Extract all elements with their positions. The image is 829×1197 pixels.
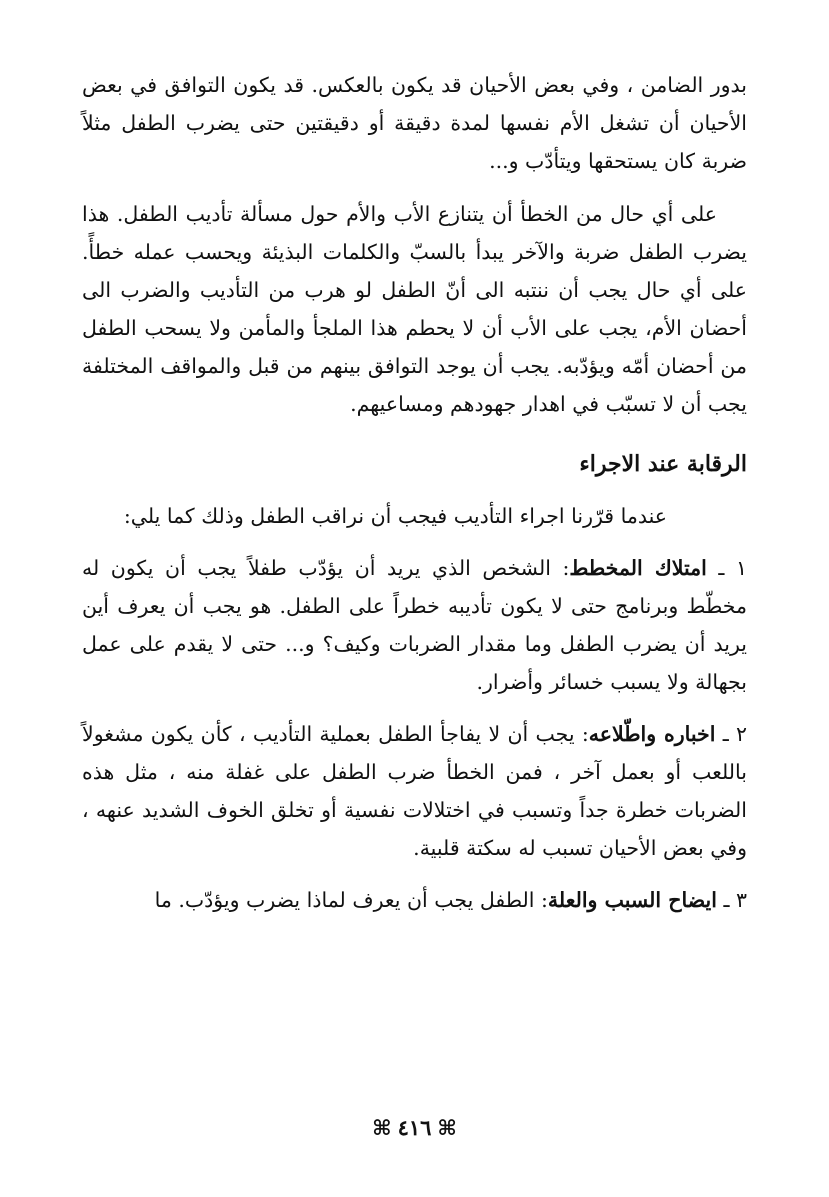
page-content [82, 60, 747, 919]
page-number: ٤١٦ [397, 1115, 432, 1140]
item-text: : الطفل يجب أن يعرف لماذا يضرب ويؤدّب. ما [154, 888, 548, 912]
list-item [82, 881, 747, 919]
item-text: : الشخص الذي يريد أن يؤدّب طفلاً يجب أن يكون له مخطّط وبرنامج حتى لا يكون تأديبه خطراً على الطفل. هو يجب أن يعرف أين يريد أن يضرب الطفل وما مقدار الضربات وكيف؟ و... حتى لا يقدم على عمل بجهالة ولا يسبب خسائر وأضرار. [82, 556, 747, 694]
paragraph: على أي حال من الخطأ أن يتنازع الأب والأم حول مسألة تأديب الطفل. هذا يضرب الطفل ضربة والآخر يبدأ بالسبّ والكلمات البذيئة ويحسب عمله خطأً. على أي حال يجب أن ننتبه الى أنّ الطفل لو هرب من التأديب والضرب الى أحضان الأم، يجب على الأب أن لا يحطم هذا الملجأ والمأمن ولا يسحب الطفل من أحضان أمّه ويؤدّبه. يجب أن يوجد التوافق بينهم من قبل والمواقف المختلفة يجب أن لا تسبّب في اهدار جهودهم ومساعيهم. [82, 202, 747, 416]
item-title: اخباره واطّلاعه [588, 722, 716, 746]
list-item [82, 549, 747, 701]
item-number: ٢ ـ [722, 722, 747, 746]
item-text: : يجب أن لا يفاجأ الطفل بعملية التأديب ، كأن يكون مشغولاً باللعب أو بعمل آخر ، فمن الخطأ ضرب الطفل على غفلة منه ، مثل هذه الضربات خطرة جداً وتسبب في اختلالات نفسية أو تخلق الخوف الشديد عنهه ، وفي بعض الأحيان تسبب له سكتة قلبية. [82, 722, 747, 860]
command-icon: ⌘ [437, 1116, 457, 1140]
paragraph: عندما قرّرنا اجراء التأديب فيجب أن نراقب الطفل وذلك كما يلي: [123, 504, 667, 528]
item-number: ١ ـ [718, 556, 747, 580]
list-item [82, 715, 747, 867]
item-number: ٣ ـ [723, 888, 747, 912]
command-icon: ⌘ [372, 1116, 392, 1140]
paragraph: بدور الضامن ، وفي بعض الأحيان قد يكون بالعكس. قد يكون التوافق في بعض الأحيان أن تشغل الأم نفسها لمدة دقيقة أو دقيقتين حتى يضرب الطفل مثلاً ضربة كان يستحقها ويتأدّب و... [82, 73, 747, 173]
page-footer [0, 1115, 829, 1140]
section-heading: الرقابة عند الاجراء [579, 451, 747, 477]
item-title: ايضاح السبب والعلة [547, 888, 717, 912]
item-title: امتلاك المخطط [569, 556, 707, 580]
